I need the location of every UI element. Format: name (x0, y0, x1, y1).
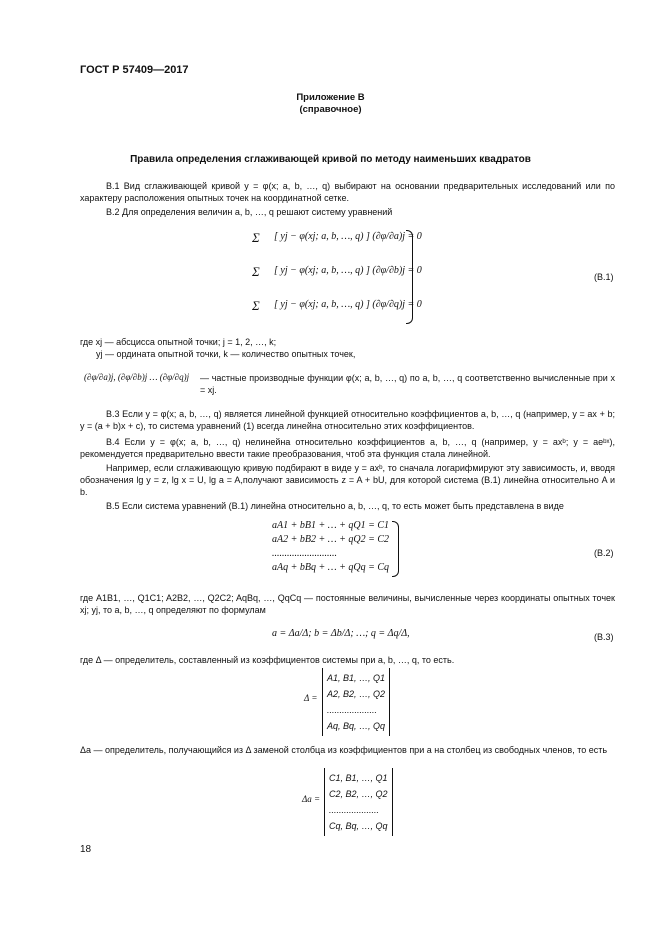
equation-b2-row: .......................... (272, 548, 337, 559)
determinant-row: .................... (327, 705, 378, 715)
standard-header: ГОСТ Р 57409—2017 (80, 64, 189, 76)
determinant-row: A1, B1, …, Q1 (327, 673, 386, 683)
determinant-row: Aq, Bq, …, Qq (327, 721, 386, 731)
sum-symbol: Σ (252, 264, 260, 279)
paragraph-b4: В.4 Если y = φ(x; a, b, …, q) нелинейна относительно коэффициентов a, b, …, q (например, y = axᵇ; y = aeᵇˣ), рекомендуется предварительно ввести такие преобразования, чтоб эта функция стала линейной. (80, 437, 615, 459)
paragraph-b3: В.3 Если y = φ(x; a, b, …, q) является линейной функцией относительно коэффициентов a, b, …, q (например, y = ax + b; y = (a + b)x + c), то система уравнений (1) всегда линейна относительно этих коэффициентов. (80, 409, 615, 431)
where-xj: где xj — абсцисса опытной точки; j = 1, 2, …, k; (80, 337, 277, 347)
system-brace (406, 230, 413, 324)
appendix-subtitle: (справочное) (299, 104, 362, 115)
where-delta: где Δ — определитель, составленный из коэффициентов системы при a, b, …, q, то есть. (80, 655, 455, 665)
equation-b2-row: aAq + bBq + … + qQq = Cq (272, 562, 389, 573)
delta-label: Δ = (304, 693, 318, 703)
page-number: 18 (80, 844, 92, 855)
equation-b2 (272, 519, 389, 575)
paragraph-b1: В.1 Вид сглаживающей кривой y = φ(x; a, b, …, q) выбирают на основании предварительных исследований или по характеру расположения опытных точек на координатной сетке. (80, 181, 615, 203)
paragraph-b5: В.5 Если система уравнений (В.1) линейна относительно a, b, …, q, то есть может быть представлена в виде (106, 501, 564, 511)
equation-number-b2: (В.2) (594, 548, 614, 558)
partials-description: — частные производные функции φ(x; a, b, …, q) по a, b, …, q соответственно вычисленные при x = xj. (200, 373, 615, 395)
paragraph-delta-a: Δa — определитель, получающийся из Δ заменой столбца из коэффициентов при a на столбец из свободных членов, то есть (80, 745, 608, 755)
determinant-delta-a (324, 768, 393, 836)
equation-b1 (252, 228, 422, 328)
appendix-title: Приложение В (296, 92, 365, 103)
where-yj: yj — ордината опытной точки, k — количество опытных точек, (96, 349, 356, 359)
equation-number-b3: (В.3) (594, 632, 614, 642)
equation-b2-row: aA2 + bB2 + … + qQ2 = C2 (272, 534, 389, 545)
equation-b1-row: [ yj − φ(xj; a, b, …, q) ] (∂φ/∂a)j = 0 (274, 231, 422, 242)
sum-symbol: Σ (252, 230, 260, 245)
section-title: Правила определения сглаживающей кривой по методу наименьших квадратов (130, 154, 531, 165)
equation-number-b1: (В.1) (594, 272, 614, 282)
determinant-row: .................... (329, 805, 380, 815)
equation-b1-row: [ yj − φ(xj; a, b, …, q) ] (∂φ/∂b)j = 0 (274, 265, 422, 276)
determinant-row: C1, B1, …, Q1 (329, 773, 388, 783)
sum-symbol: Σ (252, 298, 260, 313)
determinant-row: A2, B2, …, Q2 (327, 689, 386, 699)
equation-b2-row: aA1 + bB1 + … + qQ1 = C1 (272, 520, 389, 531)
determinant-row: Cq, Bq, …, Qq (329, 821, 388, 831)
equation-b1-row: [ yj − φ(xj; a, b, …, q) ] (∂φ/∂q)j = 0 (274, 299, 422, 310)
paragraph-example: Например, если сглаживающую кривую подбирают в виде y = axᵇ, то сначала логарифмируют эту зависимость, и, вводя обозначения lg y = z, lg x = U, lg a = A,получают зависимость z = A + bU, для которой система (В.1) линейна относительно A и b. (80, 463, 615, 497)
determinant-delta (322, 668, 390, 736)
equation-b3: a = Δa/Δ; b = Δb/Δ; …; q = Δq/Δ, (272, 628, 410, 639)
where-constants: где A1B1, …, Q1C1; A2B2, …, Q2C2; AqBq, …, QqCq — постоянные величины, вычисленные через координаты опытных точек xj; yj, то a, b, …, q определяют по формулам (80, 593, 615, 615)
determinant-row: C2, B2, …, Q2 (329, 789, 388, 799)
paragraph-b2: В.2 Для определения величин a, b, …, q решают систему уравнений (106, 207, 393, 217)
delta-a-label: Δa = (302, 794, 321, 804)
partial-derivatives: (∂φ/∂a)j, (∂φ/∂b)j … (∂φ/∂q)j (84, 372, 190, 382)
system-brace (392, 521, 399, 577)
